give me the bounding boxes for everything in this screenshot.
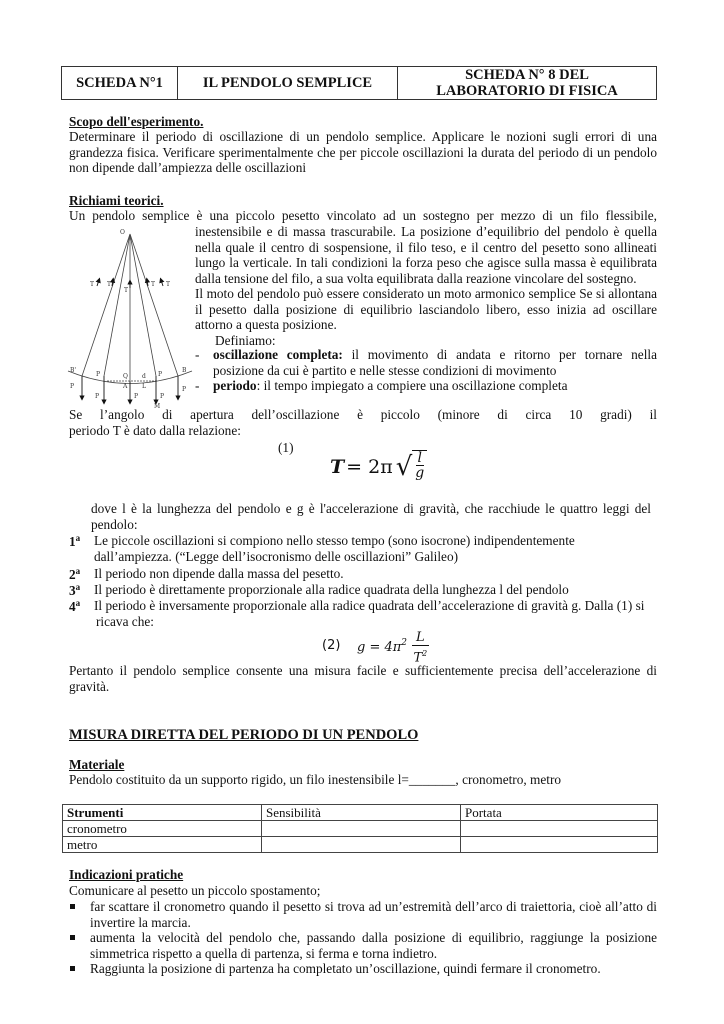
materiale-text: Pendolo costituito da un supporto rigido, un filo inestensibile l=_______, cronometro, metro bbox=[69, 772, 562, 787]
header-title: IL PENDOLO SEMPLICE bbox=[178, 67, 398, 99]
diagram-label-weight: P bbox=[160, 393, 165, 400]
word: (minore bbox=[437, 407, 480, 422]
formula2 bbox=[357, 630, 429, 665]
square-bullet-icon bbox=[70, 904, 75, 909]
formula1 bbox=[330, 452, 427, 482]
diagram-label-b: B bbox=[182, 367, 187, 374]
word: gradi) bbox=[600, 407, 632, 422]
law-text: Il periodo non dipende dalla massa del pesetto. bbox=[94, 566, 344, 581]
diagram-label-a: A bbox=[123, 383, 128, 390]
law-item bbox=[69, 582, 657, 598]
list-item bbox=[69, 930, 657, 961]
list-item bbox=[69, 899, 657, 930]
word: circa bbox=[525, 407, 552, 422]
header-scheda-number: SCHEDA N°1 bbox=[62, 67, 178, 99]
richiami-heading: Richiami teorici. bbox=[69, 193, 164, 208]
formula1-lhs: T bbox=[330, 456, 345, 478]
law-item bbox=[69, 566, 657, 582]
law-number: 1$^a$ bbox=[69, 533, 81, 549]
formula1-numerator: l bbox=[417, 450, 422, 466]
leggi-intro: dove l è la lunghezza del pendolo e g è l'accelerazione di gravità, che racchiude le quattro leggi del pendolo: bbox=[91, 501, 651, 532]
table-cell bbox=[461, 837, 658, 853]
formula1-eq: = 2π bbox=[346, 456, 393, 478]
formula1-denominator: g bbox=[415, 465, 425, 481]
string-line bbox=[130, 234, 156, 376]
header-table bbox=[61, 66, 657, 100]
formula2-lhs: g = 4π bbox=[357, 640, 402, 656]
law-text: Le piccole oscillazioni si compiono nello stesso tempo (sono isocrone) indipendentemente dall’ampiezza. (“Legge dell’isocronismo delle oscillazioni” Galileo) bbox=[94, 533, 575, 564]
dash-bullet: - bbox=[195, 347, 200, 362]
word: l’angolo bbox=[100, 407, 145, 422]
law-text: Il periodo è inversamente proporzionale alla radice quadrata dell’accelerazione di gravità g. Dalla (1) si ricava che: bbox=[94, 598, 645, 629]
word: piccolo bbox=[380, 407, 420, 422]
table-cell bbox=[461, 821, 658, 837]
diagram-label-weight: P bbox=[134, 393, 139, 400]
law-item bbox=[69, 533, 657, 564]
definition-term: oscillazione completa: bbox=[213, 347, 343, 362]
misura-heading: MISURA DIRETTA DEL PERIODO DI UN PENDOLO bbox=[69, 727, 419, 743]
formula2-number: (2) bbox=[322, 638, 341, 653]
word: è bbox=[357, 407, 363, 422]
law-item bbox=[69, 598, 661, 629]
square-bullet-icon bbox=[70, 935, 75, 940]
table-row bbox=[63, 821, 658, 837]
pendulum-diagram bbox=[62, 226, 194, 408]
scopo-text: Determinare il periodo di oscillazione di un pendolo semplice. Applicare le nozioni sugli errori di una grandezza fisica. Verificare sperimentalmente che per piccole oscillazioni la durata del periodo di un pendolo non dipende dall’ampiezza delle oscillazioni bbox=[69, 129, 657, 176]
string-line bbox=[82, 234, 130, 376]
diagram-label-t: T bbox=[124, 287, 129, 294]
list-item-text: Raggiunta la posizione di partenza ha completato un’oscillazione, quindi fermare il cronometro. bbox=[90, 961, 601, 976]
word: dell’oscillazione bbox=[251, 407, 340, 422]
indicazioni-intro: Comunicare al pesetto un piccolo spostamento; bbox=[69, 883, 321, 898]
diagram-label-q: Q bbox=[123, 373, 128, 380]
word: Se bbox=[69, 407, 83, 422]
string-line bbox=[104, 234, 130, 376]
diagram-label-t: T bbox=[107, 281, 112, 288]
formula2-denominator: $T^2$ bbox=[413, 649, 428, 666]
table-cell bbox=[262, 837, 461, 853]
list-item-text: far scattare il cronometro quando il pesetto si trova ad un’estremità dell’arco di traiettoria, cioè all’atto di invertire la marcia. bbox=[90, 899, 657, 930]
angolo-line1 bbox=[69, 407, 657, 423]
table-header-cell: Sensibilità bbox=[262, 805, 461, 821]
materiale-heading: Materiale bbox=[69, 757, 125, 772]
scopo-heading: Scopo dell'esperimento. bbox=[69, 114, 204, 129]
string-line bbox=[130, 234, 178, 376]
indicazioni-heading: Indicazioni pratiche bbox=[69, 867, 184, 882]
richiami-intro-rest: inestensibile e di massa trascurabile. La posizione d’equilibrio del pendolo è quella nella quale il centro di sospensione, il filo teso, e il centro del pesetto sono allineati lungo la verticale. In tali condizioni la forza peso che agisce sulla massa è equilibrata dalla tensione del filo, a sua volta equilibrata dalla reazione vincolare del sostegno. bbox=[195, 224, 657, 286]
word: il bbox=[649, 407, 657, 422]
formula1-fraction bbox=[412, 450, 427, 480]
definition-text bbox=[213, 378, 657, 394]
formula2-fraction bbox=[412, 630, 429, 665]
richiami-intro-first-line: Un pendolo semplice è una piccolo pesetto vincolato ad un sostegno per mezzo di un filo flessibile, bbox=[69, 208, 657, 223]
diagram-label-t: T bbox=[90, 281, 95, 288]
angolo-line2: periodo T è dato dalla relazione: bbox=[69, 423, 241, 438]
formula1-number: (1) bbox=[278, 440, 294, 455]
list-item bbox=[69, 961, 657, 977]
header-lab bbox=[398, 67, 656, 99]
definition-text bbox=[213, 347, 657, 378]
richiami-definiamo: Definiamo: bbox=[215, 333, 276, 348]
word: 10 bbox=[569, 407, 583, 422]
tension-arrow bbox=[161, 280, 163, 286]
formula2-exponent: 2 bbox=[401, 637, 408, 648]
law-text: Il periodo è direttamente proporzionale alla radice quadrata della lunghezza l del pendolo bbox=[94, 582, 569, 597]
square-bullet-icon bbox=[70, 966, 75, 971]
diagram-label-l: L bbox=[142, 383, 146, 390]
diagram-label-b-prime: B' bbox=[70, 367, 77, 374]
table-header-row bbox=[63, 805, 658, 821]
word: di bbox=[162, 407, 173, 422]
law-number: 3$^a$ bbox=[69, 582, 81, 598]
tension-arrow bbox=[97, 280, 99, 286]
dash-bullet: - bbox=[195, 378, 200, 393]
table-cell: metro bbox=[63, 837, 262, 853]
diagram-label-d: d bbox=[142, 373, 146, 380]
word: apertura bbox=[190, 407, 234, 422]
word: di bbox=[497, 407, 508, 422]
table-cell: cronometro bbox=[63, 821, 262, 837]
richiami-moto: Il moto del pendolo può essere considerato un moto armonico semplice Se si allontana il pesetto dalla posizione di equilibrio lasciandolo libero, esso inizia ad oscillare attorno a questa posizione. bbox=[195, 286, 657, 333]
header-lab-line2: LABORATORIO DI FISICA bbox=[436, 83, 618, 99]
table-header-cell: Strumenti bbox=[63, 805, 262, 821]
law-number: 2$^a$ bbox=[69, 566, 81, 582]
definition-term: periodo bbox=[213, 378, 257, 393]
table-row bbox=[63, 837, 658, 853]
diagram-label-t: T bbox=[151, 281, 156, 288]
definition-body: il movimento di andata e ritorno per tornare nella posizione da cui è partito e nelle stesse condizioni di movimento bbox=[213, 347, 657, 378]
law-number: 4$^a$ bbox=[69, 598, 81, 614]
diagram-label-o: O bbox=[120, 229, 125, 236]
definition-item bbox=[195, 378, 657, 394]
definition-body: : il tempo impiegato a compiere una oscillazione completa bbox=[256, 378, 568, 393]
header-lab-line1: SCHEDA N° 8 DEL bbox=[465, 67, 589, 83]
diagram-label-p: P bbox=[158, 371, 163, 378]
diagram-label-p: P bbox=[96, 371, 101, 378]
diagram-label-m: M bbox=[154, 403, 161, 408]
pertanto-text: Pertanto il pendolo semplice consente una misura facile e sufficientemente precisa dell’accelerazione di gravità. bbox=[69, 663, 657, 694]
instruments-table bbox=[62, 804, 658, 853]
diagram-label-weight: P bbox=[182, 386, 187, 393]
sqrt-symbol: √ bbox=[395, 452, 413, 482]
table-cell bbox=[262, 821, 461, 837]
diagram-label-weight: P bbox=[95, 393, 100, 400]
table-header-cell: Portata bbox=[461, 805, 658, 821]
list-item-text: aumenta la velocità del pendolo che, passando dalla posizione di equilibrio, raggiunge la posizione simmetrica rispetto a quella di partenza, si ferma e torna indietro. bbox=[90, 930, 657, 961]
formula2-numerator: L bbox=[412, 630, 429, 646]
diagram-label-weight: P bbox=[70, 383, 75, 390]
diagram-label-t: T bbox=[166, 281, 171, 288]
definition-item bbox=[195, 347, 657, 378]
